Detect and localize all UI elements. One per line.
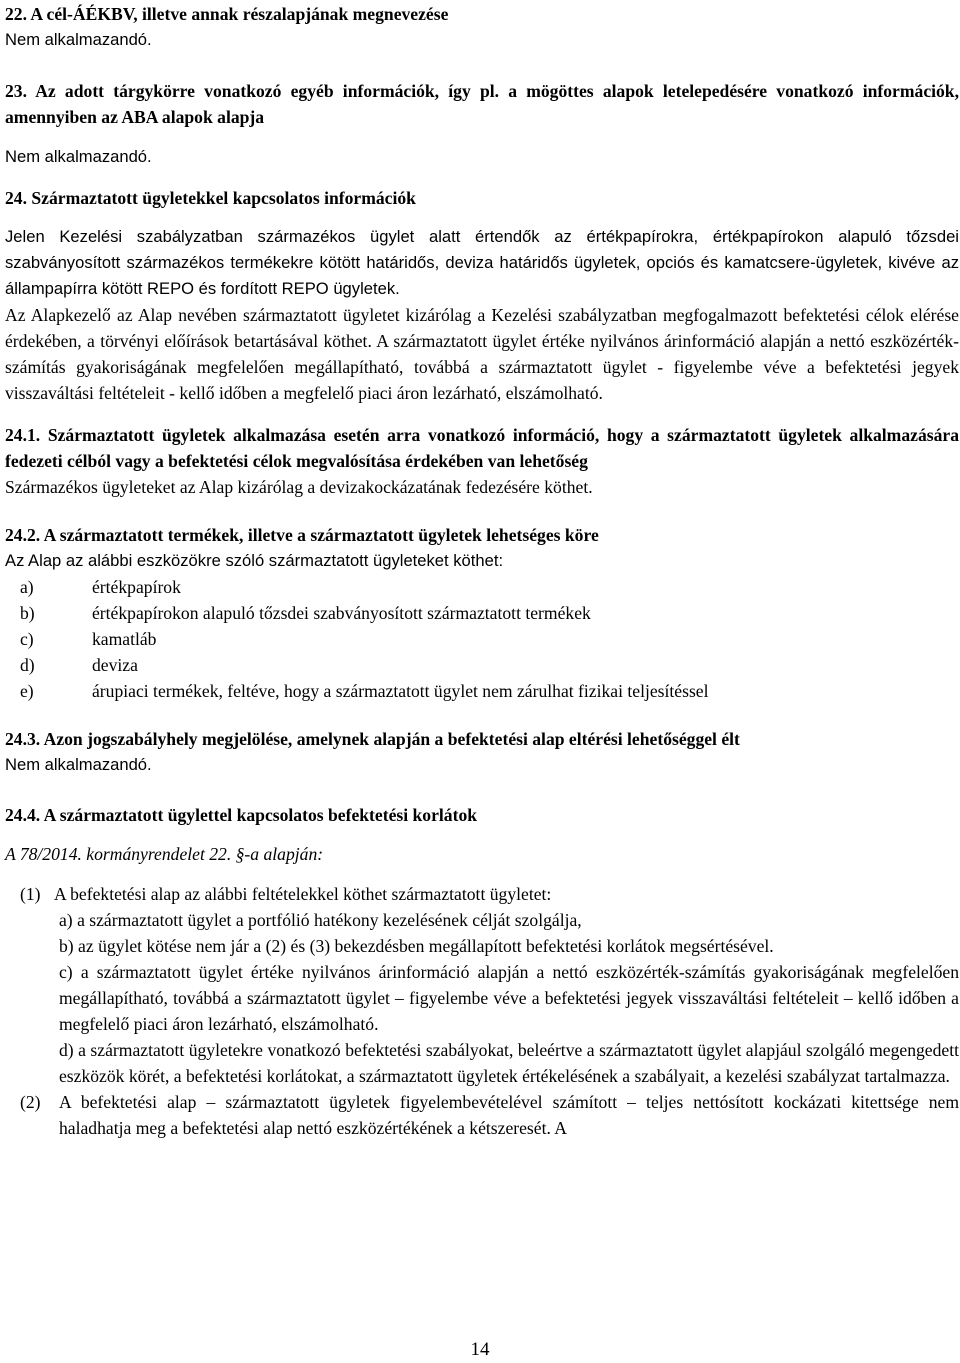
section-24-para2-3 (5, 302, 959, 406)
paragraph-2 (5, 1089, 959, 1141)
section-24-1-text: Származékos ügyleteket az Alap kizárólag a devizakockázatának fedezésére köthet. (5, 477, 593, 497)
section-24-para1 (5, 224, 959, 302)
para2-text: Az Alapkezelő az Alap nevében származtatott ügyletet kizárólag a Kezelési szabályzatban megfogalmazott befektetési célok elérése érdekében, a törvényi előírások betartásával köthet. (5, 305, 959, 351)
list-item (19, 626, 959, 652)
section-24-2-intro: Az Alap az alábbi eszközökre szóló származtatott ügyleteket köthet: (5, 551, 504, 570)
section-22-text: Nem alkalmazandó. (5, 30, 152, 49)
section-23-heading: 23. Az adott tárgykörre vonatkozó egyéb információk, így pl. a mögöttes alapok letelepedésére vonatkozó információk, amennyiben az ABA alapok alapja (5, 81, 959, 127)
section-24-2-heading: 24.2. A származtatott termékek, illetve a származtatott ügyletek lehetséges köre (5, 525, 599, 545)
paragraph-1-number: (1) (20, 884, 41, 904)
paragraph-1 (5, 881, 959, 1089)
list-item-text: deviza (92, 655, 138, 675)
paragraph-2-number: (2) (20, 1092, 41, 1112)
list-item-label: e) (20, 681, 34, 701)
section-24-3-text: Nem alkalmazandó. (5, 755, 152, 774)
list-item-label: a) (20, 577, 34, 597)
list-item (19, 652, 959, 678)
section-22-heading: 22. A cél-ÁÉKBV, illetve annak részalapjának megnevezése (5, 4, 449, 24)
condition-b (59, 933, 959, 959)
list-item-label: c) (20, 629, 34, 649)
para1-text: Jelen Kezelési szabályzatban származékos ügylet alatt értendők az értékpapírokra, értékpapírokon alapuló tőzsdei szabványosított származékos termékekre kötött határidős, deviza határidős ügyletek, opciós és kamatcsere-ügyletek, kivéve az állampapírra kötött REPO és fordított REPO ügyletek. (5, 227, 959, 298)
page-number: 14 (470, 1339, 490, 1360)
list-item (19, 600, 959, 626)
condition-c: c) a származtatott ügylet értéke nyilvános árinformáció alapján a nettó eszközérték-számítás gyakoriságának megfelelően megállapítható, továbbá a származtatott ügylet – figyelembe véve a befektetési jegyek visszaváltási feltételeit – kellő időben a megfelelő piaci áron lezárható, elszámolható. (59, 962, 959, 1034)
section-24-1-heading: 24.1. Származtatott ügyletek alkalmazása esetén arra vonatkozó információ, hogy a származtatott ügyletek alkalmazására fedezeti célból vagy a befektetési célok megvalósítása érdekében van lehetőség (5, 425, 959, 471)
condition-a: a) a származtatott ügylet a portfólió hatékony kezelésének célját szolgálja, (59, 910, 582, 930)
document-page (5, 1, 959, 1141)
list-item-label: d) (20, 655, 35, 675)
list-item (19, 678, 959, 704)
paragraph-1-text: A befektetési alap az alábbi feltételekkel köthet származtatott ügyletet: (54, 884, 552, 904)
paragraph-2-text: A befektetési alap – származtatott ügyletek figyelembevételével számított – teljes nettósított kockázati kitettsége nem haladhatja meg a befektetési alap nettó eszközértékének a kétszeresét. A (59, 1092, 959, 1138)
list-item-text: kamatláb (92, 629, 157, 649)
instrument-list (5, 574, 959, 704)
list-item-text: árupiaci termékek, feltéve, hogy a származtatott ügylet nem zárulhat fizikai teljesítéssel (92, 681, 709, 701)
para3-text: A származtatott ügylet értéke nyilvános árinformáció alapján a nettó eszközérték-számítás gyakoriságának megfelelően megállapítható, továbbá a származtatott ügylet - figyelembe véve a befektetési jegyek visszaváltási feltételeit - kellő időben a megfelelő piaci áron lezárható, elszámolható. (5, 331, 959, 403)
legal-source: A 78/2014. kormányrendelet 22. §-a alapján: (5, 844, 324, 864)
list-item (19, 574, 959, 600)
list-item-text: értékpapírok (92, 577, 181, 597)
list-item-text: értékpapírokon alapuló tőzsdei szabványosított származtatott termékek (92, 603, 591, 623)
section-24-3-heading: 24.3. Azon jogszabályhely megjelölése, amelynek alapján a befektetési alap eltérési lehetőséggel élt (5, 729, 740, 749)
section-23-text: Nem alkalmazandó. (5, 147, 152, 166)
condition-d: d) a származtatott ügyletekre vonatkozó befektetési szabályokat, beleértve a származtatott ügylet alapjául szolgáló megengedett eszközök körét, a befektetési korlátokat, a származtatott ügyletek értékelésének a szabályait, a kezelési szabályzat tartalmazza. (59, 1040, 959, 1086)
list-item-label: b) (20, 603, 35, 623)
condition-b-text: b) az ügylet kötése nem jár a (2) és (3) bekezdésben megállapított befektetési korlátok megsértésével. (59, 936, 774, 956)
section-24-heading: 24. Származtatott ügyletekkel kapcsolatos információk (5, 188, 416, 208)
section-24-4-heading: 24.4. A származtatott ügylettel kapcsolatos befektetési korlátok (5, 805, 478, 825)
